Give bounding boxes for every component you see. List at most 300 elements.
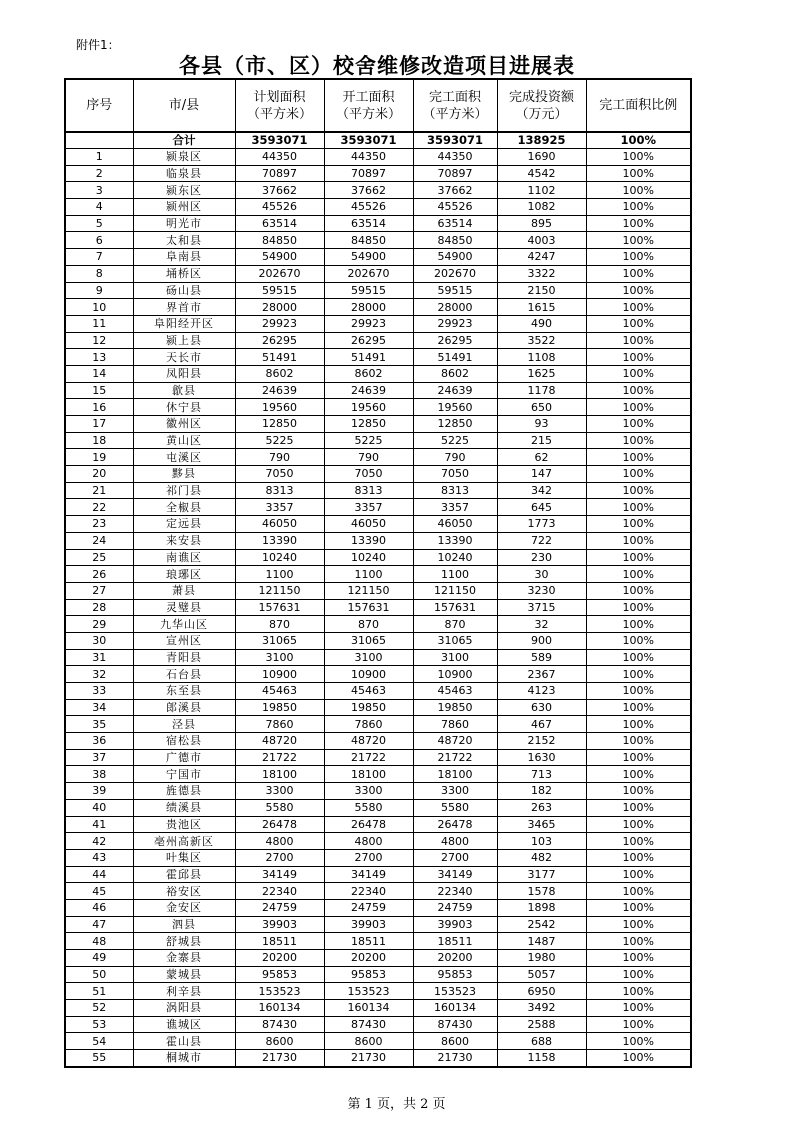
row-investment: 895	[497, 215, 586, 232]
row-region: 金安区	[133, 899, 235, 916]
row-started: 8313	[324, 482, 413, 499]
table-row	[65, 1050, 691, 1067]
table-row	[65, 432, 691, 449]
row-completed: 24639	[413, 382, 497, 399]
row-completed: 4800	[413, 833, 497, 850]
row-region: 琅琊区	[133, 566, 235, 583]
row-completed: 63514	[413, 215, 497, 232]
row-index: 16	[65, 399, 133, 416]
row-completed: 22340	[413, 883, 497, 900]
row-completed: 39903	[413, 916, 497, 933]
row-ratio: 100%	[586, 866, 691, 883]
table-row	[65, 866, 691, 883]
row-index: 22	[65, 499, 133, 516]
row-ratio: 100%	[586, 215, 691, 232]
table-row	[65, 549, 691, 566]
row-completed: 84850	[413, 232, 497, 249]
row-region: 谯城区	[133, 1016, 235, 1033]
row-started: 59515	[324, 282, 413, 299]
row-region: 凤阳县	[133, 365, 235, 382]
row-investment: 482	[497, 849, 586, 866]
row-index: 1	[65, 149, 133, 166]
row-investment: 4542	[497, 165, 586, 182]
row-completed: 37662	[413, 182, 497, 199]
row-started: 3100	[324, 649, 413, 666]
header-completed-area: 完工面积 （平方米）	[413, 79, 497, 132]
table-row	[65, 749, 691, 766]
row-planned: 7860	[235, 716, 324, 733]
row-planned: 790	[235, 449, 324, 466]
row-ratio: 100%	[586, 799, 691, 816]
row-started: 34149	[324, 866, 413, 883]
row-investment: 467	[497, 716, 586, 733]
row-index: 29	[65, 616, 133, 633]
row-ratio: 100%	[586, 549, 691, 566]
row-started: 45526	[324, 199, 413, 216]
table-row	[65, 783, 691, 800]
attachment-label: 附件1：	[76, 38, 120, 52]
row-investment: 4247	[497, 249, 586, 266]
row-planned: 12850	[235, 416, 324, 433]
row-planned: 24639	[235, 382, 324, 399]
row-planned: 19850	[235, 699, 324, 716]
row-ratio: 100%	[586, 632, 691, 649]
row-planned: 46050	[235, 516, 324, 533]
row-ratio: 100%	[586, 966, 691, 983]
row-ratio: 100%	[586, 883, 691, 900]
table-row	[65, 449, 691, 466]
total-started: 3593071	[324, 132, 413, 149]
table-row	[65, 349, 691, 366]
table-row	[65, 532, 691, 549]
row-investment: 103	[497, 833, 586, 850]
row-started: 63514	[324, 215, 413, 232]
row-region: 萧县	[133, 582, 235, 599]
row-index: 17	[65, 416, 133, 433]
table-row	[65, 933, 691, 950]
row-completed: 160134	[413, 1000, 497, 1017]
row-investment: 1980	[497, 950, 586, 967]
row-completed: 31065	[413, 632, 497, 649]
row-region: 旌德县	[133, 783, 235, 800]
row-region: 桐城市	[133, 1050, 235, 1067]
row-completed: 28000	[413, 299, 497, 316]
row-region: 黟县	[133, 466, 235, 483]
row-ratio: 100%	[586, 599, 691, 616]
row-completed: 21722	[413, 749, 497, 766]
table-row	[65, 282, 691, 299]
row-investment: 3230	[497, 582, 586, 599]
table-row	[65, 599, 691, 616]
row-ratio: 100%	[586, 349, 691, 366]
row-region: 屯溪区	[133, 449, 235, 466]
row-planned: 95853	[235, 966, 324, 983]
row-started: 45463	[324, 683, 413, 700]
row-ratio: 100%	[586, 299, 691, 316]
row-region: 霍邱县	[133, 866, 235, 883]
row-ratio: 100%	[586, 699, 691, 716]
table-row	[65, 482, 691, 499]
row-region: 叶集区	[133, 849, 235, 866]
row-ratio: 100%	[586, 249, 691, 266]
row-planned: 10900	[235, 666, 324, 683]
row-started: 10240	[324, 549, 413, 566]
row-started: 19850	[324, 699, 413, 716]
table-row	[65, 249, 691, 266]
row-region: 南谯区	[133, 549, 235, 566]
row-completed: 51491	[413, 349, 497, 366]
row-ratio: 100%	[586, 499, 691, 516]
row-started: 18511	[324, 933, 413, 950]
row-index: 12	[65, 332, 133, 349]
row-completed: 5225	[413, 432, 497, 449]
row-completed: 59515	[413, 282, 497, 299]
row-ratio: 100%	[586, 165, 691, 182]
row-started: 790	[324, 449, 413, 466]
total-investment: 138925	[497, 132, 586, 149]
total-index-cell	[65, 132, 133, 149]
row-started: 44350	[324, 149, 413, 166]
row-region: 阜阳经开区	[133, 315, 235, 332]
row-started: 7050	[324, 466, 413, 483]
row-planned: 70897	[235, 165, 324, 182]
row-completed: 870	[413, 616, 497, 633]
row-investment: 722	[497, 532, 586, 549]
row-investment: 3177	[497, 866, 586, 883]
row-investment: 1625	[497, 365, 586, 382]
row-started: 7860	[324, 716, 413, 733]
row-investment: 1158	[497, 1050, 586, 1067]
row-region: 金寨县	[133, 950, 235, 967]
row-region: 颍州区	[133, 199, 235, 216]
row-investment: 1898	[497, 899, 586, 916]
table-row	[65, 382, 691, 399]
row-region: 临泉县	[133, 165, 235, 182]
row-planned: 8313	[235, 482, 324, 499]
row-index: 28	[65, 599, 133, 616]
row-region: 明光市	[133, 215, 235, 232]
row-investment: 30	[497, 566, 586, 583]
row-ratio: 100%	[586, 432, 691, 449]
row-started: 48720	[324, 733, 413, 750]
row-investment: 630	[497, 699, 586, 716]
row-completed: 46050	[413, 516, 497, 533]
row-started: 46050	[324, 516, 413, 533]
row-index: 52	[65, 1000, 133, 1017]
row-investment: 1690	[497, 149, 586, 166]
row-planned: 34149	[235, 866, 324, 883]
row-region: 贵池区	[133, 816, 235, 833]
header-region: 市/县	[133, 79, 235, 132]
table-row	[65, 699, 691, 716]
row-region: 埇桥区	[133, 265, 235, 282]
row-investment: 4003	[497, 232, 586, 249]
row-index: 51	[65, 983, 133, 1000]
row-ratio: 100%	[586, 716, 691, 733]
row-ratio: 100%	[586, 916, 691, 933]
page-footer: 第 1 页，共 2 页	[347, 1097, 446, 1112]
table-row	[65, 899, 691, 916]
row-index: 10	[65, 299, 133, 316]
row-ratio: 100%	[586, 149, 691, 166]
row-investment: 6950	[497, 983, 586, 1000]
row-completed: 8313	[413, 482, 497, 499]
row-index: 7	[65, 249, 133, 266]
row-started: 21722	[324, 749, 413, 766]
row-ratio: 100%	[586, 232, 691, 249]
row-ratio: 100%	[586, 582, 691, 599]
row-investment: 650	[497, 399, 586, 416]
table-row	[65, 799, 691, 816]
row-planned: 84850	[235, 232, 324, 249]
row-planned: 22340	[235, 883, 324, 900]
row-region: 界首市	[133, 299, 235, 316]
row-planned: 7050	[235, 466, 324, 483]
row-started: 21730	[324, 1050, 413, 1067]
table-row	[65, 315, 691, 332]
row-region: 祁门县	[133, 482, 235, 499]
row-index: 44	[65, 866, 133, 883]
row-completed: 19850	[413, 699, 497, 716]
row-index: 11	[65, 315, 133, 332]
row-index: 21	[65, 482, 133, 499]
table-row	[65, 916, 691, 933]
row-planned: 5580	[235, 799, 324, 816]
table-row	[65, 849, 691, 866]
row-planned: 2700	[235, 849, 324, 866]
table-row	[65, 966, 691, 983]
row-investment: 263	[497, 799, 586, 816]
row-completed: 29923	[413, 315, 497, 332]
table-row	[65, 232, 691, 249]
total-planned: 3593071	[235, 132, 324, 149]
row-index: 25	[65, 549, 133, 566]
row-planned: 31065	[235, 632, 324, 649]
row-investment: 182	[497, 783, 586, 800]
header-investment: 完成投资额 （万元）	[497, 79, 586, 132]
row-started: 22340	[324, 883, 413, 900]
row-completed: 202670	[413, 265, 497, 282]
row-started: 24639	[324, 382, 413, 399]
row-completed: 20200	[413, 950, 497, 967]
row-completed: 13390	[413, 532, 497, 549]
row-completed: 26295	[413, 332, 497, 349]
row-ratio: 100%	[586, 466, 691, 483]
row-ratio: 100%	[586, 666, 691, 683]
row-investment: 93	[497, 416, 586, 433]
row-started: 29923	[324, 315, 413, 332]
table-row	[65, 215, 691, 232]
row-index: 53	[65, 1016, 133, 1033]
row-investment: 1578	[497, 883, 586, 900]
row-ratio: 100%	[586, 315, 691, 332]
row-started: 202670	[324, 265, 413, 282]
table-row	[65, 582, 691, 599]
row-region: 宿松县	[133, 733, 235, 750]
row-started: 26295	[324, 332, 413, 349]
row-index: 24	[65, 532, 133, 549]
row-completed: 3357	[413, 499, 497, 516]
row-region: 黄山区	[133, 432, 235, 449]
row-region: 阜南县	[133, 249, 235, 266]
table-row	[65, 332, 691, 349]
row-planned: 153523	[235, 983, 324, 1000]
row-investment: 1630	[497, 749, 586, 766]
row-investment: 3715	[497, 599, 586, 616]
row-completed: 95853	[413, 966, 497, 983]
row-region: 颍泉区	[133, 149, 235, 166]
row-index: 46	[65, 899, 133, 916]
row-completed: 153523	[413, 983, 497, 1000]
row-index: 3	[65, 182, 133, 199]
table-row	[65, 716, 691, 733]
row-index: 27	[65, 582, 133, 599]
row-started: 870	[324, 616, 413, 633]
row-ratio: 100%	[586, 1033, 691, 1050]
row-investment: 147	[497, 466, 586, 483]
row-region: 颍上县	[133, 332, 235, 349]
row-region: 天长市	[133, 349, 235, 366]
row-planned: 202670	[235, 265, 324, 282]
row-ratio: 100%	[586, 933, 691, 950]
row-started: 1100	[324, 566, 413, 583]
row-index: 36	[65, 733, 133, 750]
row-ratio: 100%	[586, 382, 691, 399]
row-planned: 28000	[235, 299, 324, 316]
row-ratio: 100%	[586, 532, 691, 549]
table-row	[65, 1033, 691, 1050]
row-completed: 8600	[413, 1033, 497, 1050]
row-completed: 157631	[413, 599, 497, 616]
table-row	[65, 416, 691, 433]
row-region: 霍山县	[133, 1033, 235, 1050]
row-index: 6	[65, 232, 133, 249]
row-planned: 19560	[235, 399, 324, 416]
row-planned: 37662	[235, 182, 324, 199]
table-row	[65, 365, 691, 382]
row-ratio: 100%	[586, 416, 691, 433]
row-region: 来安县	[133, 532, 235, 549]
row-index: 18	[65, 432, 133, 449]
row-completed: 3100	[413, 649, 497, 666]
row-index: 13	[65, 349, 133, 366]
row-planned: 18100	[235, 766, 324, 783]
row-index: 9	[65, 282, 133, 299]
row-started: 20200	[324, 950, 413, 967]
row-investment: 2588	[497, 1016, 586, 1033]
row-region: 太和县	[133, 232, 235, 249]
row-region: 蒙城县	[133, 966, 235, 983]
table-row	[65, 265, 691, 282]
row-ratio: 100%	[586, 449, 691, 466]
row-planned: 13390	[235, 532, 324, 549]
row-region: 宣州区	[133, 632, 235, 649]
row-investment: 32	[497, 616, 586, 633]
row-investment: 215	[497, 432, 586, 449]
row-planned: 59515	[235, 282, 324, 299]
row-investment: 1615	[497, 299, 586, 316]
row-region: 石台县	[133, 666, 235, 683]
row-region: 宁国市	[133, 766, 235, 783]
row-ratio: 100%	[586, 482, 691, 499]
row-investment: 688	[497, 1033, 586, 1050]
row-ratio: 100%	[586, 1000, 691, 1017]
row-index: 14	[65, 365, 133, 382]
row-completed: 7860	[413, 716, 497, 733]
row-started: 39903	[324, 916, 413, 933]
row-index: 15	[65, 382, 133, 399]
row-region: 泾县	[133, 716, 235, 733]
row-investment: 1178	[497, 382, 586, 399]
row-started: 87430	[324, 1016, 413, 1033]
row-started: 160134	[324, 1000, 413, 1017]
row-completed: 45463	[413, 683, 497, 700]
row-started: 37662	[324, 182, 413, 199]
row-index: 32	[65, 666, 133, 683]
row-planned: 8600	[235, 1033, 324, 1050]
row-completed: 21730	[413, 1050, 497, 1067]
table-row	[65, 1000, 691, 1017]
row-completed: 790	[413, 449, 497, 466]
header-index: 序号	[65, 79, 133, 132]
row-region: 东至县	[133, 683, 235, 700]
row-index: 48	[65, 933, 133, 950]
row-planned: 48720	[235, 733, 324, 750]
row-completed: 7050	[413, 466, 497, 483]
row-investment: 230	[497, 549, 586, 566]
row-ratio: 100%	[586, 282, 691, 299]
row-completed: 3300	[413, 783, 497, 800]
row-index: 42	[65, 833, 133, 850]
row-index: 26	[65, 566, 133, 583]
table-row	[65, 566, 691, 583]
row-index: 41	[65, 816, 133, 833]
row-planned: 1100	[235, 566, 324, 583]
row-completed: 12850	[413, 416, 497, 433]
row-index: 40	[65, 799, 133, 816]
row-planned: 3100	[235, 649, 324, 666]
row-planned: 21722	[235, 749, 324, 766]
row-completed: 18100	[413, 766, 497, 783]
row-region: 休宁县	[133, 399, 235, 416]
row-region: 裕安区	[133, 883, 235, 900]
row-completed: 19560	[413, 399, 497, 416]
row-ratio: 100%	[586, 950, 691, 967]
table-row	[65, 632, 691, 649]
row-index: 4	[65, 199, 133, 216]
row-ratio: 100%	[586, 1016, 691, 1033]
row-investment: 1487	[497, 933, 586, 950]
row-ratio: 100%	[586, 516, 691, 533]
row-region: 砀山县	[133, 282, 235, 299]
row-started: 8600	[324, 1033, 413, 1050]
row-started: 157631	[324, 599, 413, 616]
row-index: 38	[65, 766, 133, 783]
table-row	[65, 199, 691, 216]
row-ratio: 100%	[586, 199, 691, 216]
row-index: 23	[65, 516, 133, 533]
row-ratio: 100%	[586, 733, 691, 750]
row-investment: 1082	[497, 199, 586, 216]
table-row	[65, 616, 691, 633]
row-completed: 26478	[413, 816, 497, 833]
row-region: 郎溪县	[133, 699, 235, 716]
header-row	[65, 79, 691, 132]
table-row	[65, 299, 691, 316]
row-completed: 70897	[413, 165, 497, 182]
table-row	[65, 733, 691, 750]
table-row	[65, 666, 691, 683]
